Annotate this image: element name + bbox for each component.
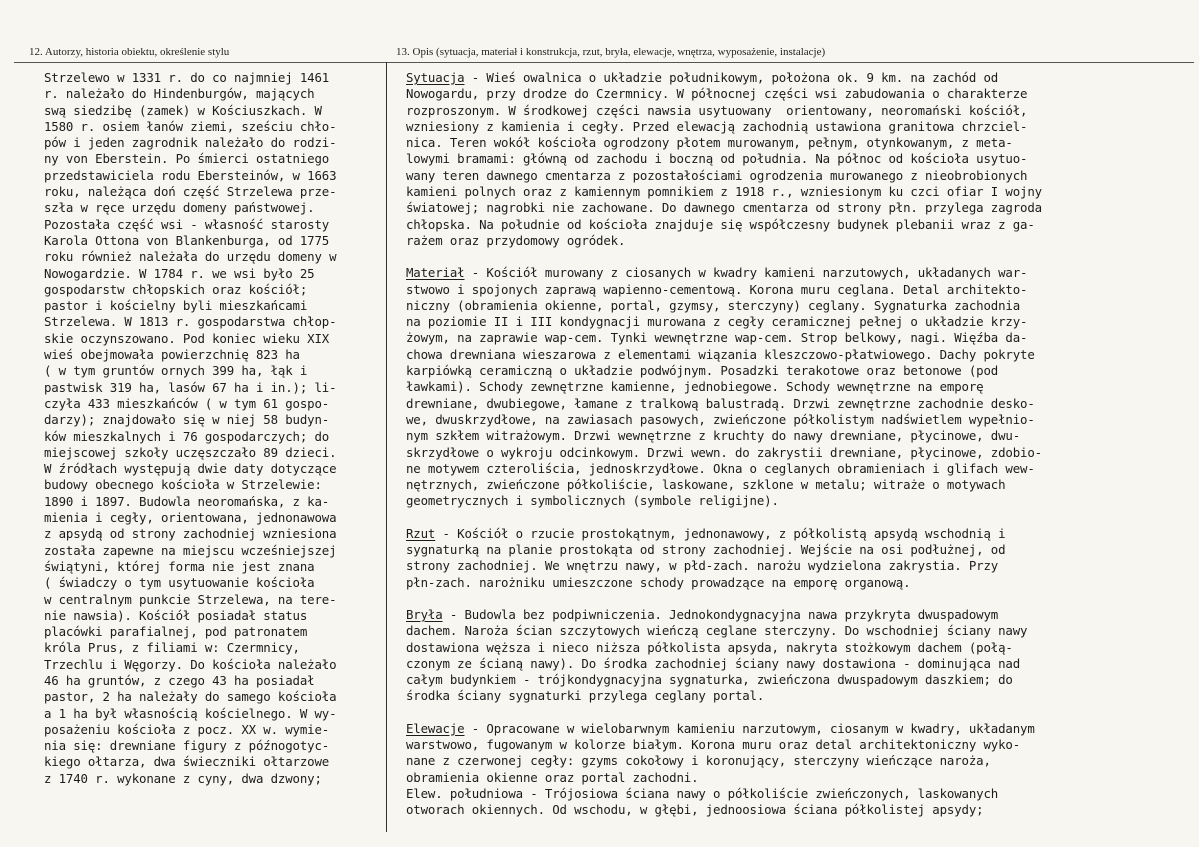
history-text-line: wieś obejmowała powierzchnię 823 ha bbox=[44, 347, 300, 363]
section-text-line: strony zachodniej. We wnętrzu nawy, w płd-zach. narożu wydzielona zakrystia. Przy bbox=[406, 558, 999, 574]
section-first-line-text: - Budowla bez podpiwniczenia. Jednokondygnacyjna nawa przykryta dwuspadowym bbox=[442, 606, 999, 622]
history-text-line: Strzelewa. W 1813 r. gospodarstwa chłop- bbox=[44, 314, 337, 330]
history-text-line: pastor, 2 ha należały do samego kościoła bbox=[44, 689, 337, 705]
history-text-line: roku również należała do urzędu domeny w bbox=[44, 249, 337, 265]
section-first-line bbox=[406, 265, 1194, 281]
section-text-line: rażem oraz przydomowy ogródek. bbox=[406, 232, 626, 248]
history-text-line: 46 ha gruntów, z czego 43 ha posiadał bbox=[44, 672, 315, 688]
section-text-line: rozproszonym. W środkowej części nawsia usytuowany orientowany, neoromański kościół, bbox=[406, 102, 1028, 118]
section-text-line: Elew. południowa - Trójosiowa ściana nawy o półkoliście zwieńczonych, laskowanych bbox=[406, 785, 999, 801]
history-text-line: Strzelewo w 1331 r. do co najmniej 1461 bbox=[44, 70, 330, 85]
section-text-line: skrzydłowe o wykroju odcinkowym. Drzwi wewn. do zakrystii drewniane, płycinowe, zdobio- bbox=[406, 444, 1042, 460]
history-text-line: placówki parafialnej, pod patronatem bbox=[44, 624, 308, 640]
section-text-line: warstwowo, fugowanym w kolorze białym. Korona muru oraz detal architektoniczny wyko- bbox=[406, 736, 1021, 752]
section-12-header: 12. Autorzy, historia obiektu, określenie stylu bbox=[29, 46, 230, 58]
section-keyword: Sytuacja bbox=[406, 70, 465, 85]
section-text-line: sygnaturką na planie prostokąta od strony zachodniej. Wejście na osi podłużnej, od bbox=[406, 542, 1006, 558]
history-text-line: Trzechlu i Węgorzy. Do kościoła należało bbox=[44, 656, 337, 672]
history-text-line: króla Prus, z filiami w: Czermnicy, bbox=[44, 640, 300, 656]
section-text-line: otworach okiennych. Od wschodu, w głębi, jednoosiowa ściana półkolistej apsydy; bbox=[406, 802, 984, 818]
history-text-line: została zapewne na miejscu wcześniejszej bbox=[44, 542, 337, 558]
history-text-line: W źródłach występują dwie daty dotyczące bbox=[44, 461, 337, 477]
section-text-line: na poziomie II i III kondygnacji murowana z cegły ceramicznej pełnej o układzie krzy- bbox=[406, 314, 1028, 330]
section-first-line bbox=[406, 70, 1194, 86]
section-text-line: żowym, na zaprawie wap-cem. Tynki wewnętrzne wap-cem. Strop belkowy, nagi. Więźba da- bbox=[406, 330, 1028, 346]
history-text-line: ków mieszkalnych i 76 gospodarczych; do bbox=[44, 428, 330, 444]
history-text-line: pastwisk 319 ha, lasów 67 ha i in.); li- bbox=[44, 379, 337, 395]
history-text-line: pów i jeden zagrodnik należało do rodzi- bbox=[44, 135, 337, 151]
history-text-line: mienia i cegły, orientowana, jednonawowa bbox=[44, 510, 337, 526]
column-divider bbox=[386, 62, 387, 832]
section-text-line: chłopska. Na południe od kościoła znajduje się współczesny budynek plebanii wraz z ga- bbox=[406, 216, 1035, 232]
description-section bbox=[406, 70, 1194, 249]
section-first-line bbox=[406, 526, 1194, 542]
history-text-line: roku, należąca doń część Strzelewa prze- bbox=[44, 184, 337, 200]
header-rule bbox=[14, 62, 1194, 63]
history-text-line: swą siedzibę (zamek) w Kościuszkach. W bbox=[44, 102, 322, 118]
description-column bbox=[406, 70, 1194, 818]
section-13-header: 13. Opis (sytuacja, materiał i konstrukcja, rzut, bryła, elewacje, wnętrza, wyposażenie, instalacje) bbox=[396, 46, 826, 58]
description-section bbox=[406, 607, 1194, 705]
section-text-line: dachem. Naroża ścian szczytowych wieńczą ceglane sterczyny. Do wschodniej ściany nawy bbox=[406, 623, 1028, 639]
section-first-line-text: - Kościół o rzucie prostokątnym, jednonawowy, z półkolistą apsydą wschodnią i bbox=[435, 525, 1006, 541]
section-text-line: światowej; nagrobki nie zachowane. Do dawnego cmentarza od strony płn. przylega zagroda bbox=[406, 200, 1042, 216]
section-text-line: nane z czerwonej cegły: gzyms cokołowy i koronujący, sterczyny wieńczące naroża, bbox=[406, 753, 991, 769]
history-text-line: posażeniu kościoła z pocz. XX w. wymie- bbox=[44, 721, 330, 737]
history-text-line: nie nawsia). Kościół posiadał status bbox=[44, 607, 308, 623]
section-text-line: ławkami). Schody zewnętrzne kamienne, jednobiegowe. Schody wewnętrzne na emporę bbox=[406, 379, 984, 395]
section-first-line bbox=[406, 607, 1194, 623]
section-text-line: Nowogardu, przy drodze do Czermnicy. W północnej części wsi zabudowania o charakterze bbox=[406, 86, 1028, 102]
section-keyword: Elewacje bbox=[406, 720, 465, 736]
history-text-line: Karola Ottona von Blankenburga, od 1775 bbox=[44, 232, 330, 248]
section-text-line: nica. Teren wokół kościoła ogrodzony płotem murowanym, pełnym, otynkowanym, z meta- bbox=[406, 135, 1013, 151]
history-text-line: czyła 433 mieszkańców ( w tym 61 gospo- bbox=[44, 395, 330, 411]
section-text-line: środka ściany sygnaturki przylega ceglany portal. bbox=[406, 688, 765, 704]
section-first-line bbox=[406, 721, 1194, 737]
history-text-line: ( świadczy o tym usytuowanie kościoła bbox=[44, 575, 315, 591]
history-text-line: budowy obecnego kościoła w Strzelewie: bbox=[44, 477, 322, 493]
description-section bbox=[406, 265, 1194, 509]
section-text-line: płn-zach. narożniku umieszczone schody prowadzące na emporę organową. bbox=[406, 574, 911, 590]
history-column bbox=[44, 70, 384, 787]
history-text-line: miejscowej szkoły uczęszczało 89 dzieci. bbox=[44, 444, 337, 460]
section-keyword: Materiał bbox=[406, 265, 465, 281]
section-text-line: lowymi bramami: główną od zachodu i boczną od południa. Na północ od kościoła usytuo- bbox=[406, 151, 1028, 167]
description-section bbox=[406, 721, 1194, 819]
history-text-line: ny von Eberstein. Po śmierci ostatniego bbox=[44, 151, 330, 167]
history-text-line: z 1740 r. wykonane z cyny, dwa dzwony; bbox=[44, 770, 322, 786]
section-text-line: całym budynkiem - trójkondygnacyjna sygnaturka, zwieńczona dwuspadowym daszkiem; do bbox=[406, 672, 1013, 688]
history-text-line: kiego ołtarza, dwa świeczniki ołtarzowe bbox=[44, 754, 330, 770]
history-text-line: pastor i kościelny byli mieszkańcami bbox=[44, 298, 308, 314]
section-text-line: nym szkłem witrażowym. Drzwi wewnętrzne z kruchty do nawy drewniane, płycinowe, dwu- bbox=[406, 428, 1021, 444]
section-text-line: wzniesiony z kamienia i cegły. Przed elewacją zachodnią ustawiona granitowa chrzciel- bbox=[406, 118, 1028, 134]
history-text-line: skie oczynszowano. Pod koniec wieku XIX bbox=[44, 330, 330, 346]
section-text-line: niczny (obramienia okienne, portal, gzymsy, sterczyny) ceglany. Sygnaturka zachodnia bbox=[406, 297, 1021, 313]
history-text-line: darzy); znajdowało się w niej 58 budyn- bbox=[44, 412, 330, 428]
history-text-line: gospodarstw chłopskich oraz kościół; bbox=[44, 281, 308, 297]
section-text-line: kamieni polnych oraz z kamiennym pomnikiem z 1918 r., wzniesionym ku czci ofiar I wojny bbox=[406, 184, 1042, 200]
section-text-line: we, dwuskrzydłowe, na zawiasach pasowych, zwieńczone półkolistym nadświetlem wypełnio- bbox=[406, 411, 1035, 427]
section-text-line: nętrznych, zwieńczone półkoliście, laskowane, szklone w metalu; witraże o motywach bbox=[406, 477, 1006, 493]
section-text-line: czonym ze ścianą nawy). Do środka zachodniej ściany nawy dostawiona - dominująca nad bbox=[406, 655, 1021, 671]
history-text-line: nia się: drewniane figury z późnogotyc- bbox=[44, 738, 330, 754]
history-text-line: 1890 i 1897. Budowla neoromańska, z ka- bbox=[44, 493, 330, 509]
history-text-line: szła w ręce urzędu domeny państwowej. bbox=[44, 200, 315, 216]
history-text-line: r. należało do Hindenburgów, mających bbox=[44, 86, 315, 102]
section-text-line: geometrycznych i symbolicznych (symbole religijne). bbox=[406, 493, 779, 509]
section-first-line-text: - Wieś owalnica o układzie południkowym, położona ok. 9 km. na zachód od bbox=[464, 70, 999, 85]
section-text-line: stwowo i spojonych zaprawą wapienno-cementową. Korona muru ceglana. Detal architekto- bbox=[406, 281, 1028, 297]
history-text-line: ( w tym gruntów ornych 399 ha, łąk i bbox=[44, 363, 308, 379]
history-text-line: w centralnym punkcie Strzelewa, na tere- bbox=[44, 591, 337, 607]
section-keyword: Bryła bbox=[406, 606, 443, 622]
history-text-line: a 1 ha był własnością kościelnego. W wy- bbox=[44, 705, 337, 721]
section-first-line-text: - Kościół murowany z ciosanych w kwadry kamieni narzutowych, układanych war- bbox=[464, 265, 1028, 281]
section-text-line: obramienia okienne oraz portal zachodni. bbox=[406, 769, 699, 785]
section-keyword: Rzut bbox=[406, 525, 436, 541]
history-text-line: Nowogardzie. W 1784 r. we wsi było 25 bbox=[44, 265, 315, 281]
description-section bbox=[406, 526, 1194, 591]
history-text-line: Pozostała część wsi - własność starosty bbox=[44, 216, 330, 232]
section-text-line: ne motywem czteroliścia, jednoskrzydłowe. Okna o ceglanych obramieniach i glifach wew- bbox=[406, 460, 1035, 476]
section-text-line: wany teren dawnego cmentarza z pozostałościami ogrodzenia murowanego z nieobrobionych bbox=[406, 167, 1028, 183]
section-text-line: chowa drewniana wieszarowa z elementami wiązania kleszczowo-płatwiowego. Dachy pokryte bbox=[406, 346, 1035, 362]
history-text-line: świątyni, której forma nie jest znana bbox=[44, 558, 315, 574]
history-text-line: przedstawiciela rodu Ebersteinów, w 1663 bbox=[44, 167, 337, 183]
section-text-line: dostawiona węższa i nieco niższa półkolista apsyda, nakryta stożkowym dachem (połą- bbox=[406, 639, 1013, 655]
history-text-line: z apsydą od strony zachodniej wzniesiona bbox=[44, 526, 337, 542]
section-text-line: karpiówką ceramiczną o układzie podwójnym. Posadzki terakotowe oraz betonowe (pod bbox=[406, 363, 999, 379]
section-text-line: drewniane, dwubiegowe, łamane z tralkową balustradą. Drzwi zewnętrzne zachodnie desko- bbox=[406, 395, 1035, 411]
history-text-line: 1580 r. osiem łanów ziemi, sześciu chło- bbox=[44, 118, 337, 134]
section-first-line-text: - Opracowane w wielobarwnym kamieniu narzutowym, ciosanym w kwadry, układanym bbox=[464, 720, 1035, 736]
